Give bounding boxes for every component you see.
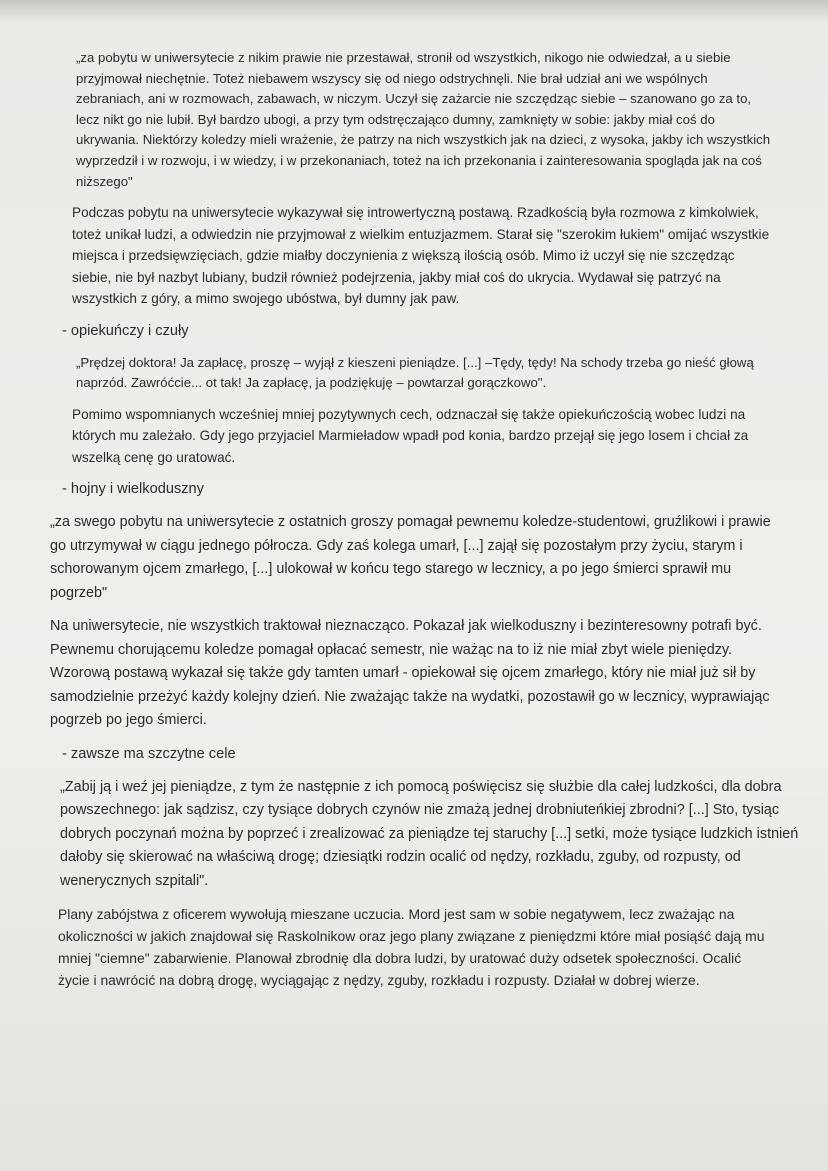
quote-doctor: „Prędzej doktora! Ja zapłacę, proszę – wyjął z kieszeni pieniądze. [...] –Tędy, tędy! Na schody trzeba go nieść głową naprzód. Zawróćcie... ot tak! Ja zapłacę, ja podziękuję – powtarzał gorączkowo". bbox=[76, 354, 754, 391]
quote-university: „za pobytu w uniwersytecie z nikim prawie nie przestawał, stronił od wszystkich, nikogo nie odwiedzał, a u siebie przyjmował niechętnie. Toteż niebawem wszyscy się od niego odstrychnęli. Nie brał udział ani we wspólnych zebraniach, ani w rozmowach, zabawach, w niczym. Uczył się zażarcie nie szczędząc siebie – szanowano go za to, lecz nikt go nie lubił. Był bardzo ubogi, a przy tym odstręczająco dumny, zamknięty w sobie: jakby miał coś do ukrywania. Niektórzy koledzy mieli wrażenie, że patrzy na nich wszystkich jak na dzieci, z wysoka, jakby ich wszystkich wyprzedził i w rozwoju, i w wiedzy, i w przekonaniach, toteż na ich przekonania i zainteresowania spogląda jak na coś niższego" bbox=[76, 50, 771, 189]
paragraph-generous: Na uniwersytecie, nie wszystkich traktował nieznacząco. Pokazał jak wielkoduszny i bezinteresowny potrafi być. Pewnemu chorującemu koledze pomagał opłacać semestr, nie ważąc na to iż nie miał zbyt wiele pieniędzy. Wzorową postawą wykazał się także gdy tamten umarł - opiekował się ojcem zmarłego, który nie miał już sił by samodzielnie przeżyć każdy kolejny dzień. Nie zważając także na wydatki, pozostawił go w lecznicy, wyprawiając pogrzeb po jego śmierci. bbox=[50, 618, 770, 729]
heading-noble-goals: - zawsze ma szczytne cele bbox=[62, 745, 236, 762]
paragraph-caring: Pomimo wspomnianych wcześniej mniej pozytywnych cech, odznaczał się także opiekuńczością wobec ludzi na których mu zależało. Gdy jego przyjaciel Marmieładow wpadł pod konia, bardzo przejął się jego losem i chciał za wszelką cenę go uratować. bbox=[72, 406, 749, 465]
paragraph-murder-plans: Plany zabójstwa z oficerem wywołują mieszane uczucia. Mord jest sam w sobie negatywem, lecz zważając na okoliczności w jakich znajdował się Raskolnikow oraz jego plany związane z pieniędzmi które miał posiąść dają mu mniej "ciemne" zabarwienie. Planował zbrodnię dla dobra ludzi, by uratować duży odsetek społeczności. Ocalić życie i nawrócić na dobrą drogę, wyciągając z nędzy, zguby, rozkładu i rozpusty. Działał w dobrej wierze. bbox=[58, 906, 765, 989]
heading-generous: - hojny i wielkoduszny bbox=[62, 481, 204, 498]
paragraph-introvert: Podczas pobytu na uniwersytecie wykazywał się introwertyczną postawą. Rzadkością była rozmowa z kimkolwiek, toteż unikał ludzi, a odwiedzin nie przyjmował z wielkim entuzjazmem. Starał się "szerokim łukiem" omijać wszystkie miejsca i przedsięwzięciach, gdzie miałby doczynienia z większą ilością osób. Mimo iż uczył się nie szczędząc siebie, nie był nazbyt lubiany, budził również podejrzenia, jakby miał coś do ukrycia. Wydawał się patrzyć na wszystkich z góry, a mimo swojego ubóstwa, był dumny jak paw. bbox=[72, 205, 770, 307]
quote-kill-her: „Zabij ją i weź jej pieniądze, z tym że następnie z ich pomocą poświęcisz się służbie dla całej ludzkości, dla dobra powszechnego: jak sądzisz, czy tysiące dobrych czynów nie zmażą jednej drobniuteńkiej zbrodni? [...] Sto, tysiąc dobrych poczynań można by poprzeć i zrealizować za pieniądze tej staruchy [...] setki, może tysiące ludzkich istnień dałoby się skierować na właściwą drogę; dziesiątki rodzin ocalić od nędzy, rozkładu, zguby, od rozpusty, od wenerycznych szpitali". bbox=[60, 778, 799, 889]
heading-caring: - opiekuńczy i czuły bbox=[62, 322, 189, 339]
quote-student-friend: „za swego pobytu na uniwersytecie z ostatnich groszy pomagał pewnemu koledze-studentowi, gruźlikowi i prawie go utrzymywał w ciągu jednego półrocza. Gdy zaś kolega umarł, [...] zajął się pozostałym przy życiu, starym i schorowanym ojcem zmarłego, [...] ulokował w końcu tego starego w lecznicy, a po jego śmierci sprawił mu pogrzeb" bbox=[50, 514, 771, 601]
